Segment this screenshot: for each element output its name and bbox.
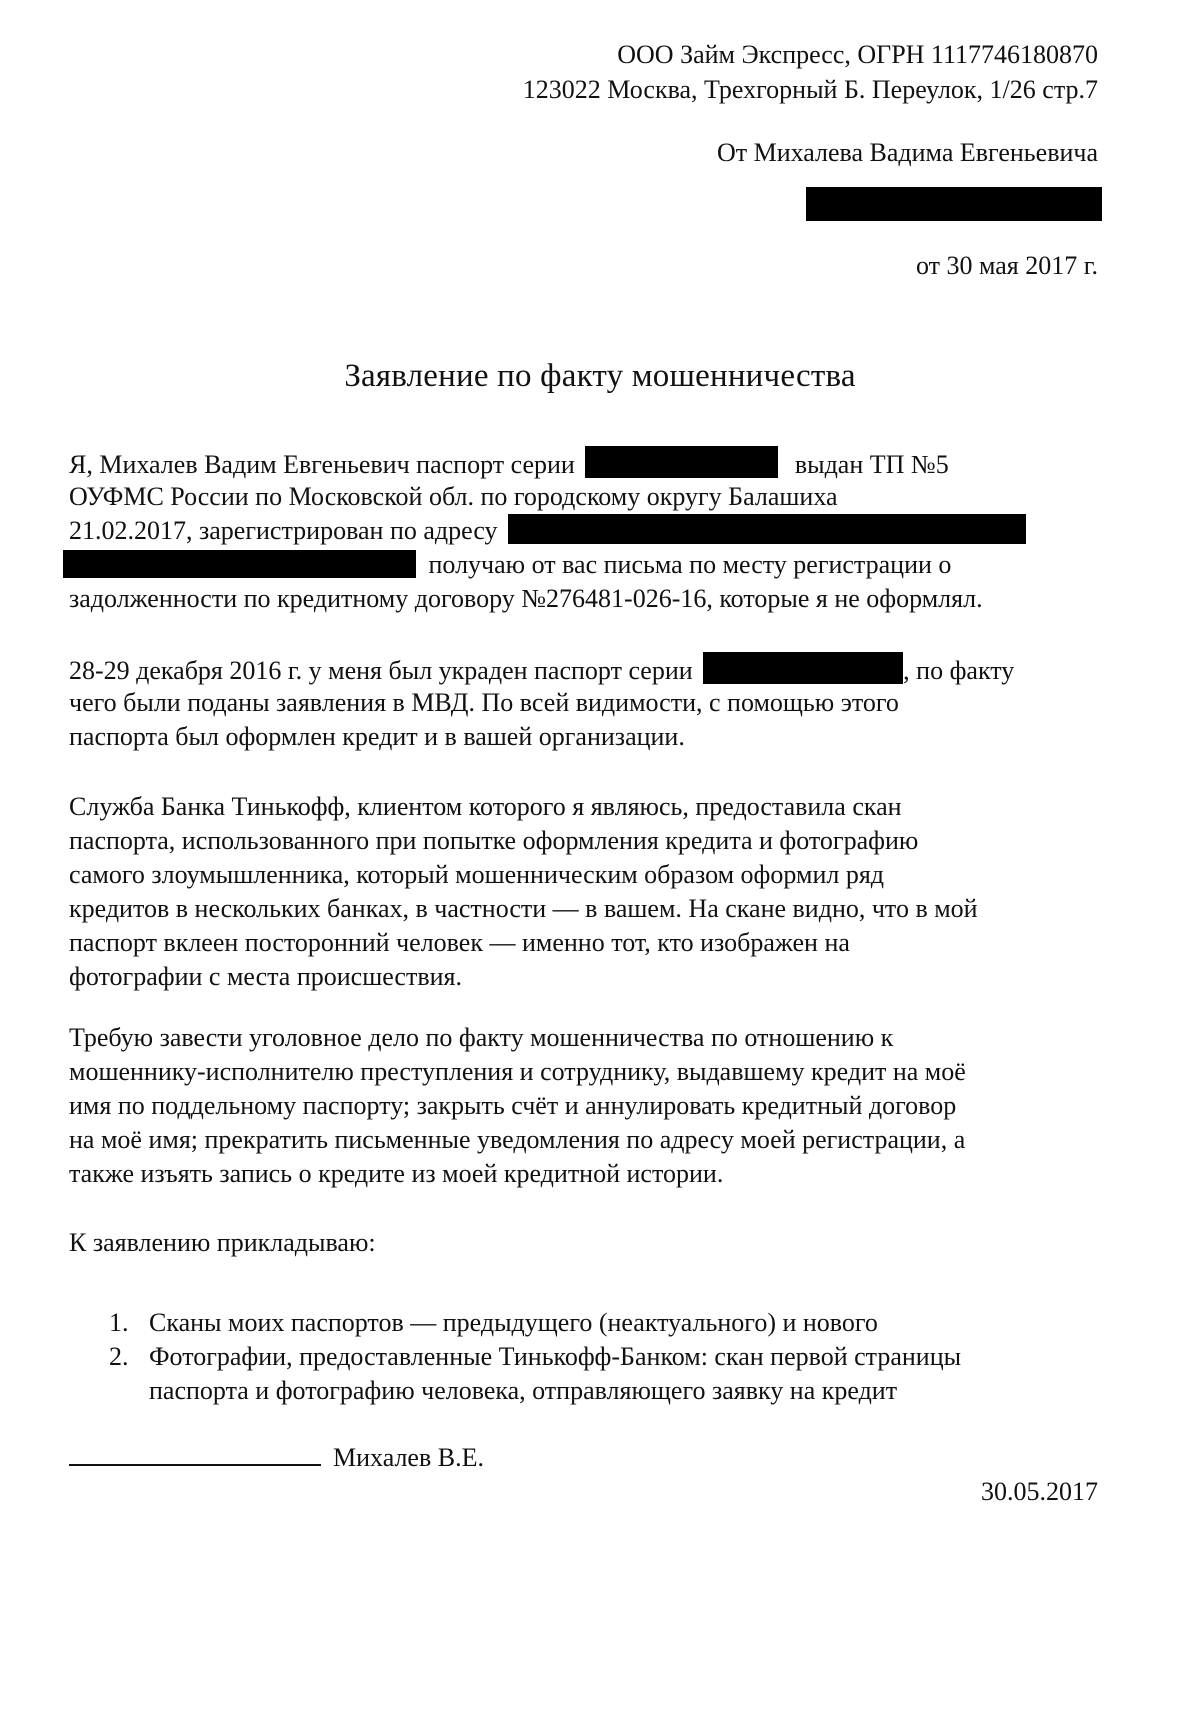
list-item-text: Сканы моих паспортов — предыдущего (неактуального) и нового xyxy=(149,1308,878,1337)
sender-line: От Михалева Вадима Евгеньевича xyxy=(716,138,1098,167)
signature-date: 30.05.2017 xyxy=(981,1477,1098,1506)
document-title: Заявление по факту мошенничества xyxy=(344,358,856,394)
attachments-intro xyxy=(69,1226,1109,1260)
list-item xyxy=(69,1306,1109,1340)
p4-line2: мошеннику-исполнителю преступления и сотруднику, выдавшему кредит на моё xyxy=(69,1057,966,1086)
paragraph-identity xyxy=(69,446,1109,616)
paragraph-demands xyxy=(69,1021,1109,1191)
p3-line3: самого злоумышленника, который мошенническим образом оформил ряд xyxy=(69,860,885,889)
p3-line5: паспорт вклеен посторонний человек — именно тот, кто изображен на xyxy=(69,928,850,957)
redacted-sender-address xyxy=(806,187,1102,221)
p1-line4: получаю от вас письма по месту регистрации о xyxy=(428,550,952,579)
p4-line1: Требую завести уголовное дело по факту мошенничества по отношению к xyxy=(69,1023,894,1052)
p1-line1-end: выдан ТП №5 xyxy=(794,450,949,479)
p4-line3: имя по поддельному паспорту; закрыть счёт и аннулировать кредитный договор xyxy=(69,1091,957,1120)
list-item-text-cont: паспорта и фотографию человека, отправляющего заявку на кредит xyxy=(149,1376,898,1405)
p2-line1-start: 28-29 декабря 2016 г. у меня был украден паспорт серии xyxy=(69,656,693,685)
p4-line4: на моё имя; прекратить письменные уведомления по адресу моей регистрации, а xyxy=(69,1125,966,1154)
redacted-stolen-passport-number xyxy=(703,652,903,684)
signer-name: Михалев В.Е. xyxy=(333,1443,484,1472)
attachments-intro-text: К заявлению прикладываю: xyxy=(69,1228,376,1257)
redacted-registration-address xyxy=(508,514,1026,544)
p4-line5: также изъять запись о кредите из моей кредитной истории. xyxy=(69,1159,724,1188)
p3-line4: кредитов в нескольких банках, в частности — в вашем. На скане видно, что в мой xyxy=(69,894,978,923)
p1-line2: ОУФМС России по Московской обл. по городскому округу Балашиха xyxy=(69,482,838,511)
p2-line3: паспорта был оформлен кредит и в вашей организации. xyxy=(69,722,685,751)
p1-line5: задолженности по кредитному договору №276481-026-16, которые я не оформлял. xyxy=(69,584,983,613)
paragraph-bank-evidence xyxy=(69,790,1109,994)
p3-line6: фотографии с места происшествия. xyxy=(69,962,462,991)
p3-line1: Служба Банка Тинькофф, клиентом которого я являюсь, предоставила скан xyxy=(69,792,902,821)
list-item xyxy=(69,1340,1109,1408)
attachments-list xyxy=(69,1306,1109,1408)
paragraph-theft xyxy=(69,652,1109,754)
list-item-number: 2. xyxy=(109,1342,129,1371)
signature-block xyxy=(69,1440,484,1475)
p2-line2: чего были поданы заявления в МВД. По всей видимости, с помощью этого xyxy=(69,688,899,717)
p3-line2: паспорта, использованного при попытке оформления кредита и фотографию xyxy=(69,826,919,855)
list-item-text: Фотографии, предоставленные Тинькофф-Банком: скан первой страницы xyxy=(149,1342,962,1371)
list-item-number: 1. xyxy=(109,1308,129,1337)
addressee-company: ООО Займ Экспресс, ОГРН 1117746180870 xyxy=(617,40,1098,69)
p1-line1-start: Я, Михалев Вадим Евгеньевич паспорт серии xyxy=(69,450,575,479)
p1-line3: 21.02.2017, зарегистрирован по адресу xyxy=(69,516,498,545)
signature-line xyxy=(69,1440,321,1466)
redacted-registration-address-cont xyxy=(63,550,416,578)
addressee-address: 123022 Москва, Трехгорный Б. Переулок, 1/26 стр.7 xyxy=(522,75,1098,104)
letter-date: от 30 мая 2017 г. xyxy=(915,251,1098,280)
redacted-passport-number xyxy=(585,446,778,478)
p2-line1-end: , по факту xyxy=(903,656,1015,685)
